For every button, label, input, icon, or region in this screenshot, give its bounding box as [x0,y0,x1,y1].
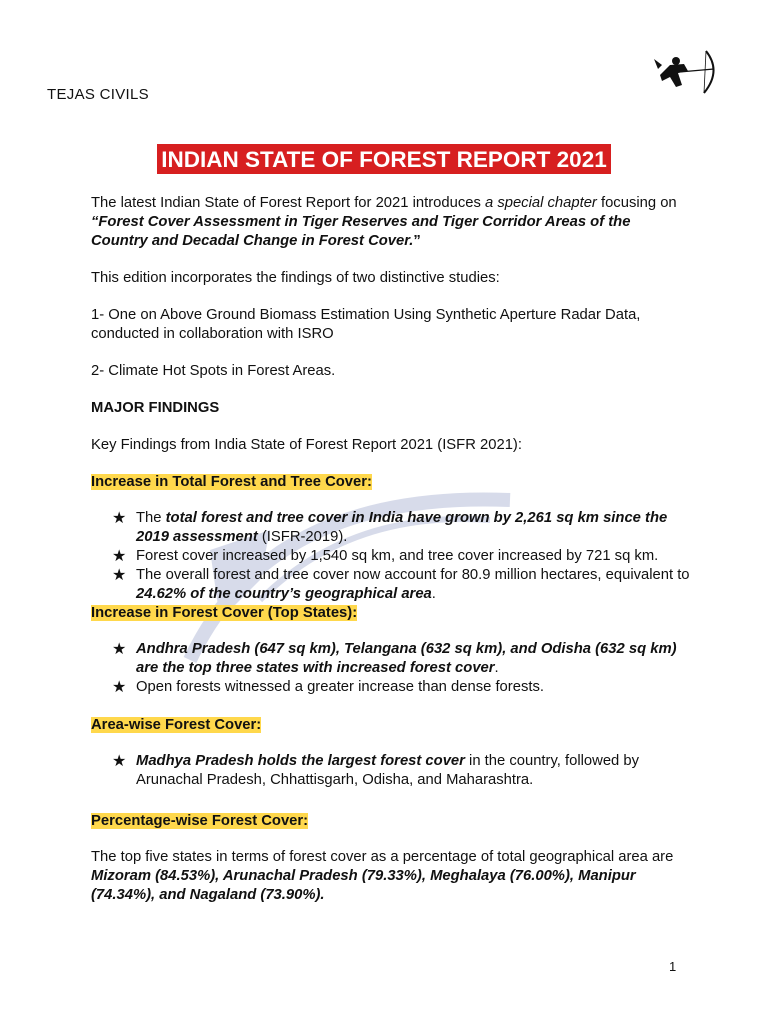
list-item [91,566,691,604]
star-icon: ★ [112,548,127,565]
bullet-text: (ISFR-2019). [257,529,348,545]
intro-text-a: The latest Indian State of Forest Report for 2021 introduces [91,195,485,211]
study-one: 1- One on Above Ground Biomass Estimation Using Synthetic Aperture Radar Data, conducted in collaboration with ISRO [91,307,641,342]
star-icon: ★ [112,510,127,527]
star-icon: ★ [112,753,127,770]
title-text: INDIAN STATE OF FOREST REPORT 2021 [157,144,610,174]
studies-intro: This edition incorporates the findings of two distinctive studies: [91,270,500,286]
list-item [91,509,691,547]
star-icon: ★ [112,679,127,696]
highlight-heading: Area-wise Forest Cover: [91,717,262,733]
document-title [0,144,768,174]
highlight-heading: Increase in Forest Cover (Top States): [91,605,358,621]
section-heading-total-cover [91,473,691,492]
area-wise-list [91,752,691,790]
paragraph-text: The top five states in terms of forest cover as a percentage of total geographical area are [91,849,674,865]
bullet-text: The [136,510,166,526]
intro-paragraph [91,194,691,251]
highlight-heading: Percentage-wise Forest Cover: [91,813,309,829]
paragraph-emphasis: Mizoram (84.53%), Arunachal Pradesh (79.33%), Meghalaya (76.00%), Manipur (74.34%), and Nagaland (73.90%). [91,868,636,903]
bullet-emphasis: total forest and tree cover in India have grown by 2,261 sq km since the 2019 assessment [136,510,668,545]
bullet-text: Open forests witnessed a greater increase than dense forests. [136,679,544,695]
bullet-text: . [494,660,499,676]
bullet-text: . [431,586,436,602]
section-heading-top-states [91,604,691,623]
star-icon: ★ [112,567,127,584]
archer-logo [648,47,722,103]
bullet-text: in the country, followed by Arunachal Pradesh, Chhattisgarh, Odisha, and Maharashtra. [136,753,640,788]
section-heading-percentage-wise [91,812,691,831]
total-cover-list [91,509,691,604]
major-findings-heading: MAJOR FINDINGS [91,400,220,416]
star-icon: ★ [112,641,127,658]
bullet-emphasis: 24.62% of the country’s geographical area [136,586,432,602]
bullet-text: The overall forest and tree cover now account for 80.9 million hectares, equivalent to [136,567,690,583]
bullet-emphasis: Andhra Pradesh (647 sq km), Telangana (632 sq km), and Odisha (632 sq km) are the top three states with increased forest cover [136,641,677,676]
section-heading-area-wise [91,716,691,735]
intro-text-c: focusing on [596,195,677,211]
page-number: 1 [669,959,677,974]
key-findings-intro: Key Findings from India State of Forest Report 2021 (ISFR 2021): [91,437,522,453]
bullet-emphasis: Madhya Pradesh holds the largest forest cover [136,753,465,769]
list-item [91,547,691,566]
document-body [91,194,691,905]
intro-closing-quote: ” [413,233,421,249]
list-item [91,752,691,790]
intro-text-special-chapter: a special chapter [484,195,597,211]
intro-chapter-title: “Forest Cover Assessment in Tiger Reserves and Tiger Corridor Areas of the Country and Decadal Change in Forest Cover. [91,214,631,249]
list-item [91,640,691,678]
study-two: 2- Climate Hot Spots in Forest Areas. [91,363,336,379]
top-states-list [91,640,691,697]
brand-name: TEJAS CIVILS [47,86,149,103]
percentage-wise-paragraph [91,848,691,905]
bullet-text: Forest cover increased by 1,540 sq km, and tree cover increased by 721 sq km. [136,548,659,564]
list-item [91,678,691,697]
highlight-heading: Increase in Total Forest and Tree Cover: [91,474,372,490]
